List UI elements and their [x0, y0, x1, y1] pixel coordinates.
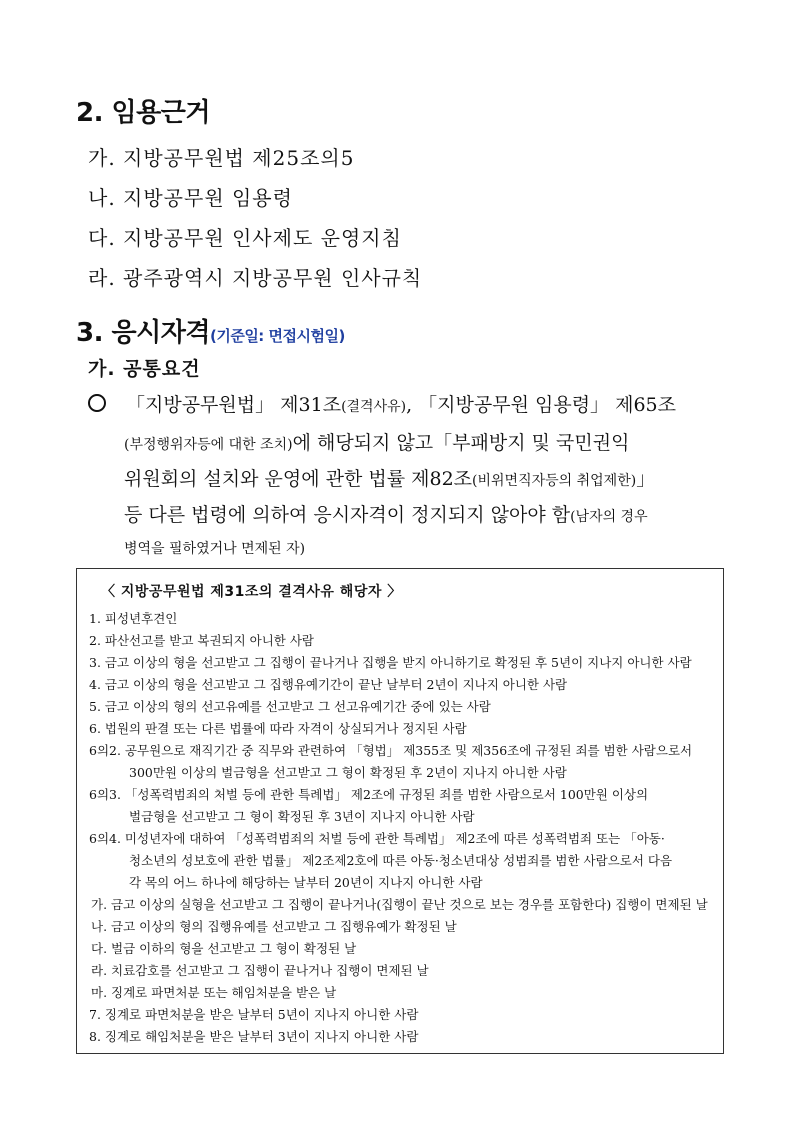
box-row: 6의4. 미성년자에 대하여 「성폭력범죄의 처벌 등에 관한 특례법」 제2조에 따른 성폭력범죄 또는 「아동·	[89, 831, 665, 846]
box-row: 1. 피성년후견인	[89, 611, 178, 626]
box-row: 각 목의 어느 하나에 해당하는 날부터 20년이 지나지 아니한 사람	[129, 875, 483, 890]
box-row: 2. 파산선고를 받고 복권되지 아니한 사람	[89, 633, 314, 648]
box-row: 가. 금고 이상의 실형을 선고받고 그 집행이 끝나거나(집행이 끝난 것으로 보는 경우를 포함한다) 집행이 면제된 날	[91, 897, 708, 912]
box-row: 8. 징계로 해임처분을 받은 날부터 3년이 지나지 아니한 사람	[89, 1029, 419, 1044]
line-note: (결격사유)	[341, 399, 407, 415]
basis-item-1: 가. 지방공무원법 제25조의5	[88, 146, 355, 170]
box-row: 300만원 이상의 벌금형을 선고받고 그 형이 확정된 후 2년이 지나지 아니한 사람	[129, 765, 567, 780]
box-row: 라. 치료감호를 선고받고 그 집행이 끝나거나 집행이 면제된 날	[91, 963, 429, 978]
box-row: 벌금형을 선고받고 그 형이 확정된 후 3년이 지나지 아니한 사람	[129, 809, 475, 824]
box-row: 청소년의 성보호에 관한 법률」 제2조제2호에 따른 아동·청소년대상 성범죄를 범한 사람으로서 다음	[129, 853, 673, 868]
line-note: (부정행위자등에 대한 조치)	[124, 437, 293, 453]
box-row: 나. 금고 이상의 형의 집행유예를 선고받고 그 집행유예가 확정된 날	[91, 919, 457, 934]
paragraph-line	[124, 536, 305, 558]
box-row: 5. 금고 이상의 형의 선고유예를 선고받고 그 선고유예기간 중에 있는 사람	[89, 699, 491, 714]
box-row: 마. 징계로 파면처분 또는 해임처분을 받은 날	[91, 985, 337, 1000]
basis-item-3: 다. 지방공무원 인사제도 운영지침	[88, 226, 402, 250]
line-note: (비위면직자등의 취업제한)	[472, 473, 637, 489]
box-row: 다. 벌금 이하의 형을 선고받고 그 형이 확정된 날	[91, 941, 357, 956]
paragraph-line	[88, 390, 676, 417]
line-text-rest: , 「지방공무원 임용령」 제65조	[406, 394, 676, 416]
basis-item-4: 라. 광주광역시 지방공무원 인사규칙	[88, 266, 423, 290]
box-row: 6의2. 공무원으로 재직기간 중 직무와 관련하여 「형법」 제355조 및 제356조에 규정된 죄를 범한 사람으로서	[89, 743, 693, 758]
line-text: 위원회의 설치와 운영에 관한 법률 제82조	[124, 468, 473, 490]
paragraph-line	[124, 500, 648, 527]
box-row: 6. 법원의 판결 또는 다른 법률에 따라 자격이 상실되거나 정지된 사람	[89, 721, 467, 736]
box-title: 〈 지방공무원법 제31조의 결격사유 해당자 〉	[101, 584, 402, 600]
section-2-title: 2. 임용근거	[76, 98, 210, 128]
box-row: 7. 징계로 파면처분을 받은 날부터 5년이 지나지 아니한 사람	[89, 1007, 419, 1022]
line-text: 「지방공무원법」 제31조	[126, 394, 342, 416]
reference-date-note: (기준일: 면접시험일)	[209, 327, 345, 345]
common-requirements-label: 가. 공통요건	[88, 358, 201, 380]
paragraph-line	[124, 464, 655, 491]
line-text: 등 다른 법령에 의하여 응시자격이 정지되지 않아야 함	[124, 504, 571, 526]
disqualification-box	[76, 568, 724, 1054]
section-3-heading: 3. 응시자격	[76, 318, 210, 348]
line-text-rest: 」	[636, 468, 656, 490]
paragraph-line	[124, 428, 629, 455]
box-row: 6의3. 「성폭력범죄의 처벌 등에 관한 특례법」 제2조에 규정된 죄를 범한 사람으로서 100만원 이상의	[89, 787, 649, 802]
line-note: (남자의 경우	[570, 509, 648, 525]
box-row: 4. 금고 이상의 형을 선고받고 그 집행유예기간이 끝난 날부터 2년이 지나지 아니한 사람	[89, 677, 568, 692]
circle-bullet-icon	[88, 394, 106, 412]
line-note: 병역을 필하였거나 면제된 자)	[124, 541, 306, 557]
line-text-rest: 에 해당되지 않고「부패방지 및 국민권익	[292, 432, 630, 454]
box-row: 3. 금고 이상의 형을 선고받고 그 집행이 끝나거나 집행을 받지 아니하기로 확정된 후 5년이 지나지 아니한 사람	[89, 655, 692, 670]
basis-item-2: 나. 지방공무원 임용령	[88, 186, 293, 210]
section-3-title	[76, 312, 345, 349]
